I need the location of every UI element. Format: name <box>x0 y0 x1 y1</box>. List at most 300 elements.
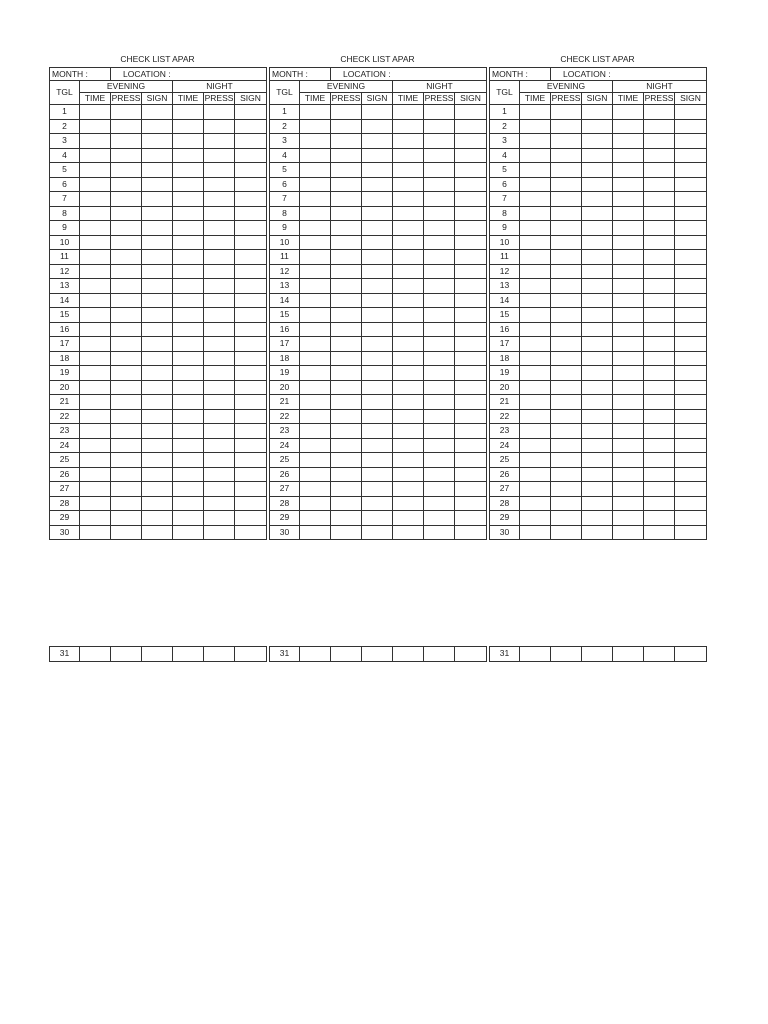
evening-time-cell[interactable] <box>80 366 111 381</box>
night-press-cell[interactable] <box>424 380 455 395</box>
evening-sign-cell[interactable] <box>142 351 173 366</box>
evening-press-cell[interactable] <box>551 453 582 468</box>
night-press-cell[interactable] <box>424 525 455 540</box>
night-sign-cell[interactable] <box>675 496 707 511</box>
evening-time-cell[interactable] <box>300 206 331 221</box>
night-time-cell[interactable] <box>393 250 424 265</box>
night-time-cell[interactable] <box>173 409 204 424</box>
evening-press-cell[interactable] <box>111 250 142 265</box>
evening-time-cell[interactable] <box>300 482 331 497</box>
night-sign-cell[interactable] <box>675 337 707 352</box>
night-time-cell[interactable] <box>613 264 644 279</box>
evening-time-cell[interactable] <box>80 105 111 120</box>
evening-press-cell[interactable] <box>111 467 142 482</box>
night-time-cell[interactable] <box>393 163 424 178</box>
night-time-cell[interactable] <box>393 511 424 526</box>
evening-sign-cell[interactable] <box>142 134 173 149</box>
evening-sign-cell[interactable] <box>362 337 393 352</box>
night-press-cell[interactable] <box>204 163 235 178</box>
night-sign-cell[interactable] <box>235 163 267 178</box>
night-time-cell[interactable] <box>613 293 644 308</box>
evening-press-cell[interactable] <box>111 119 142 134</box>
night-sign-cell[interactable] <box>235 322 267 337</box>
evening-sign-cell[interactable] <box>582 322 613 337</box>
night-time-cell[interactable] <box>393 525 424 540</box>
evening-press-cell[interactable] <box>331 308 362 323</box>
night-time-cell[interactable] <box>173 279 204 294</box>
evening-time-cell[interactable] <box>520 250 551 265</box>
evening-time-cell[interactable] <box>80 337 111 352</box>
night-press-cell[interactable] <box>424 119 455 134</box>
evening-sign-cell[interactable] <box>582 192 613 207</box>
night-press-cell[interactable] <box>204 308 235 323</box>
evening-press-cell[interactable] <box>551 525 582 540</box>
evening-sign-cell[interactable] <box>362 438 393 453</box>
evening-sign-cell[interactable] <box>142 525 173 540</box>
night-press-cell[interactable] <box>424 177 455 192</box>
night-sign-cell[interactable] <box>235 337 267 352</box>
night-time-cell[interactable] <box>613 467 644 482</box>
evening-time-cell[interactable] <box>300 177 331 192</box>
evening-press-cell[interactable] <box>551 235 582 250</box>
night-press-cell[interactable] <box>424 250 455 265</box>
night-press-cell[interactable] <box>424 395 455 410</box>
night-sign-cell[interactable] <box>675 221 707 236</box>
evening-press-cell[interactable] <box>331 424 362 439</box>
evening-sign-cell[interactable] <box>142 647 173 662</box>
night-time-cell[interactable] <box>393 264 424 279</box>
night-press-cell[interactable] <box>204 250 235 265</box>
night-time-cell[interactable] <box>393 366 424 381</box>
night-time-cell[interactable] <box>613 337 644 352</box>
night-sign-cell[interactable] <box>455 192 487 207</box>
evening-press-cell[interactable] <box>111 293 142 308</box>
evening-press-cell[interactable] <box>551 337 582 352</box>
night-sign-cell[interactable] <box>675 119 707 134</box>
night-time-cell[interactable] <box>613 511 644 526</box>
evening-press-cell[interactable] <box>331 511 362 526</box>
night-press-cell[interactable] <box>644 467 675 482</box>
evening-press-cell[interactable] <box>111 482 142 497</box>
night-press-cell[interactable] <box>204 525 235 540</box>
night-time-cell[interactable] <box>173 453 204 468</box>
night-sign-cell[interactable] <box>455 395 487 410</box>
evening-time-cell[interactable] <box>520 409 551 424</box>
night-time-cell[interactable] <box>173 235 204 250</box>
night-sign-cell[interactable] <box>455 467 487 482</box>
night-press-cell[interactable] <box>644 496 675 511</box>
evening-press-cell[interactable] <box>111 192 142 207</box>
night-time-cell[interactable] <box>393 134 424 149</box>
night-sign-cell[interactable] <box>675 177 707 192</box>
evening-press-cell[interactable] <box>111 105 142 120</box>
evening-time-cell[interactable] <box>300 119 331 134</box>
night-time-cell[interactable] <box>613 380 644 395</box>
night-time-cell[interactable] <box>393 337 424 352</box>
night-time-cell[interactable] <box>613 134 644 149</box>
night-sign-cell[interactable] <box>455 438 487 453</box>
evening-sign-cell[interactable] <box>362 467 393 482</box>
night-time-cell[interactable] <box>613 647 644 662</box>
night-time-cell[interactable] <box>613 105 644 120</box>
evening-time-cell[interactable] <box>520 395 551 410</box>
night-time-cell[interactable] <box>173 163 204 178</box>
evening-time-cell[interactable] <box>300 322 331 337</box>
evening-sign-cell[interactable] <box>362 409 393 424</box>
night-press-cell[interactable] <box>204 647 235 662</box>
night-press-cell[interactable] <box>424 424 455 439</box>
evening-sign-cell[interactable] <box>362 496 393 511</box>
evening-press-cell[interactable] <box>111 380 142 395</box>
evening-time-cell[interactable] <box>520 525 551 540</box>
night-press-cell[interactable] <box>204 467 235 482</box>
evening-sign-cell[interactable] <box>142 221 173 236</box>
night-sign-cell[interactable] <box>675 322 707 337</box>
night-sign-cell[interactable] <box>235 192 267 207</box>
night-time-cell[interactable] <box>393 148 424 163</box>
evening-press-cell[interactable] <box>551 380 582 395</box>
evening-sign-cell[interactable] <box>362 424 393 439</box>
night-time-cell[interactable] <box>613 308 644 323</box>
evening-time-cell[interactable] <box>80 395 111 410</box>
evening-time-cell[interactable] <box>520 337 551 352</box>
night-time-cell[interactable] <box>393 496 424 511</box>
night-time-cell[interactable] <box>173 148 204 163</box>
evening-press-cell[interactable] <box>111 163 142 178</box>
evening-sign-cell[interactable] <box>362 148 393 163</box>
evening-press-cell[interactable] <box>331 119 362 134</box>
night-time-cell[interactable] <box>393 177 424 192</box>
night-sign-cell[interactable] <box>455 148 487 163</box>
night-time-cell[interactable] <box>613 235 644 250</box>
evening-sign-cell[interactable] <box>582 453 613 468</box>
evening-time-cell[interactable] <box>520 322 551 337</box>
evening-time-cell[interactable] <box>300 235 331 250</box>
evening-press-cell[interactable] <box>331 148 362 163</box>
night-time-cell[interactable] <box>393 351 424 366</box>
evening-press-cell[interactable] <box>551 119 582 134</box>
night-sign-cell[interactable] <box>455 308 487 323</box>
night-sign-cell[interactable] <box>455 337 487 352</box>
evening-sign-cell[interactable] <box>362 322 393 337</box>
evening-time-cell[interactable] <box>80 467 111 482</box>
night-press-cell[interactable] <box>644 293 675 308</box>
evening-press-cell[interactable] <box>551 395 582 410</box>
evening-time-cell[interactable] <box>300 409 331 424</box>
night-press-cell[interactable] <box>644 380 675 395</box>
evening-sign-cell[interactable] <box>362 192 393 207</box>
night-press-cell[interactable] <box>204 482 235 497</box>
night-time-cell[interactable] <box>173 134 204 149</box>
evening-time-cell[interactable] <box>80 453 111 468</box>
evening-time-cell[interactable] <box>80 293 111 308</box>
night-time-cell[interactable] <box>173 337 204 352</box>
evening-time-cell[interactable] <box>520 206 551 221</box>
evening-press-cell[interactable] <box>111 366 142 381</box>
night-sign-cell[interactable] <box>675 467 707 482</box>
evening-sign-cell[interactable] <box>362 177 393 192</box>
night-press-cell[interactable] <box>204 264 235 279</box>
night-sign-cell[interactable] <box>235 250 267 265</box>
night-time-cell[interactable] <box>393 293 424 308</box>
evening-sign-cell[interactable] <box>362 206 393 221</box>
evening-time-cell[interactable] <box>300 453 331 468</box>
evening-time-cell[interactable] <box>520 308 551 323</box>
evening-sign-cell[interactable] <box>142 366 173 381</box>
night-time-cell[interactable] <box>393 647 424 662</box>
evening-time-cell[interactable] <box>300 264 331 279</box>
night-time-cell[interactable] <box>173 647 204 662</box>
night-sign-cell[interactable] <box>675 250 707 265</box>
evening-time-cell[interactable] <box>300 279 331 294</box>
evening-sign-cell[interactable] <box>582 250 613 265</box>
night-sign-cell[interactable] <box>235 453 267 468</box>
night-time-cell[interactable] <box>173 221 204 236</box>
night-sign-cell[interactable] <box>455 366 487 381</box>
evening-sign-cell[interactable] <box>582 163 613 178</box>
evening-press-cell[interactable] <box>111 424 142 439</box>
evening-sign-cell[interactable] <box>362 647 393 662</box>
evening-time-cell[interactable] <box>80 409 111 424</box>
night-time-cell[interactable] <box>613 409 644 424</box>
evening-time-cell[interactable] <box>300 438 331 453</box>
night-time-cell[interactable] <box>173 308 204 323</box>
night-sign-cell[interactable] <box>675 395 707 410</box>
evening-time-cell[interactable] <box>520 163 551 178</box>
night-sign-cell[interactable] <box>675 148 707 163</box>
night-sign-cell[interactable] <box>455 206 487 221</box>
evening-sign-cell[interactable] <box>142 206 173 221</box>
evening-time-cell[interactable] <box>520 279 551 294</box>
evening-sign-cell[interactable] <box>362 163 393 178</box>
night-time-cell[interactable] <box>173 206 204 221</box>
evening-press-cell[interactable] <box>331 482 362 497</box>
evening-press-cell[interactable] <box>551 409 582 424</box>
evening-sign-cell[interactable] <box>582 424 613 439</box>
evening-time-cell[interactable] <box>80 438 111 453</box>
night-press-cell[interactable] <box>204 337 235 352</box>
night-sign-cell[interactable] <box>455 221 487 236</box>
night-sign-cell[interactable] <box>675 482 707 497</box>
night-time-cell[interactable] <box>173 351 204 366</box>
night-press-cell[interactable] <box>424 105 455 120</box>
night-press-cell[interactable] <box>644 511 675 526</box>
evening-sign-cell[interactable] <box>142 105 173 120</box>
night-sign-cell[interactable] <box>455 279 487 294</box>
evening-time-cell[interactable] <box>520 438 551 453</box>
evening-press-cell[interactable] <box>331 351 362 366</box>
night-time-cell[interactable] <box>393 279 424 294</box>
night-sign-cell[interactable] <box>675 511 707 526</box>
night-press-cell[interactable] <box>644 250 675 265</box>
night-time-cell[interactable] <box>173 496 204 511</box>
evening-press-cell[interactable] <box>111 206 142 221</box>
evening-sign-cell[interactable] <box>362 351 393 366</box>
evening-press-cell[interactable] <box>551 511 582 526</box>
night-time-cell[interactable] <box>393 322 424 337</box>
evening-sign-cell[interactable] <box>362 395 393 410</box>
evening-sign-cell[interactable] <box>582 438 613 453</box>
night-sign-cell[interactable] <box>455 119 487 134</box>
evening-time-cell[interactable] <box>300 148 331 163</box>
evening-sign-cell[interactable] <box>142 293 173 308</box>
evening-press-cell[interactable] <box>331 647 362 662</box>
night-press-cell[interactable] <box>644 525 675 540</box>
evening-press-cell[interactable] <box>551 424 582 439</box>
evening-sign-cell[interactable] <box>582 148 613 163</box>
night-sign-cell[interactable] <box>675 279 707 294</box>
night-time-cell[interactable] <box>173 264 204 279</box>
evening-time-cell[interactable] <box>300 366 331 381</box>
night-sign-cell[interactable] <box>235 366 267 381</box>
night-sign-cell[interactable] <box>455 351 487 366</box>
evening-press-cell[interactable] <box>551 250 582 265</box>
night-time-cell[interactable] <box>393 221 424 236</box>
evening-press-cell[interactable] <box>111 351 142 366</box>
evening-time-cell[interactable] <box>300 525 331 540</box>
night-sign-cell[interactable] <box>235 293 267 308</box>
night-time-cell[interactable] <box>613 424 644 439</box>
night-sign-cell[interactable] <box>675 192 707 207</box>
evening-time-cell[interactable] <box>80 250 111 265</box>
evening-sign-cell[interactable] <box>582 105 613 120</box>
night-sign-cell[interactable] <box>235 409 267 424</box>
night-time-cell[interactable] <box>393 482 424 497</box>
night-time-cell[interactable] <box>613 221 644 236</box>
night-sign-cell[interactable] <box>455 177 487 192</box>
night-sign-cell[interactable] <box>455 105 487 120</box>
evening-sign-cell[interactable] <box>362 366 393 381</box>
night-press-cell[interactable] <box>204 192 235 207</box>
evening-press-cell[interactable] <box>331 366 362 381</box>
evening-press-cell[interactable] <box>331 192 362 207</box>
evening-sign-cell[interactable] <box>362 525 393 540</box>
evening-time-cell[interactable] <box>80 264 111 279</box>
evening-press-cell[interactable] <box>111 221 142 236</box>
evening-sign-cell[interactable] <box>142 438 173 453</box>
evening-press-cell[interactable] <box>331 279 362 294</box>
night-sign-cell[interactable] <box>675 438 707 453</box>
night-sign-cell[interactable] <box>455 235 487 250</box>
evening-press-cell[interactable] <box>111 409 142 424</box>
evening-sign-cell[interactable] <box>362 279 393 294</box>
night-press-cell[interactable] <box>644 424 675 439</box>
night-time-cell[interactable] <box>613 163 644 178</box>
evening-time-cell[interactable] <box>300 647 331 662</box>
evening-sign-cell[interactable] <box>582 351 613 366</box>
evening-sign-cell[interactable] <box>582 308 613 323</box>
night-sign-cell[interactable] <box>455 380 487 395</box>
evening-time-cell[interactable] <box>80 511 111 526</box>
evening-sign-cell[interactable] <box>142 163 173 178</box>
night-sign-cell[interactable] <box>455 496 487 511</box>
night-press-cell[interactable] <box>644 308 675 323</box>
evening-sign-cell[interactable] <box>362 482 393 497</box>
night-sign-cell[interactable] <box>235 264 267 279</box>
night-time-cell[interactable] <box>173 482 204 497</box>
night-time-cell[interactable] <box>613 525 644 540</box>
evening-sign-cell[interactable] <box>142 337 173 352</box>
night-sign-cell[interactable] <box>455 134 487 149</box>
night-press-cell[interactable] <box>424 293 455 308</box>
evening-sign-cell[interactable] <box>582 380 613 395</box>
night-press-cell[interactable] <box>424 221 455 236</box>
evening-time-cell[interactable] <box>80 496 111 511</box>
night-time-cell[interactable] <box>173 119 204 134</box>
night-press-cell[interactable] <box>644 148 675 163</box>
night-time-cell[interactable] <box>613 438 644 453</box>
night-press-cell[interactable] <box>424 496 455 511</box>
evening-sign-cell[interactable] <box>582 134 613 149</box>
night-time-cell[interactable] <box>613 366 644 381</box>
night-time-cell[interactable] <box>613 395 644 410</box>
night-press-cell[interactable] <box>424 453 455 468</box>
night-press-cell[interactable] <box>644 105 675 120</box>
night-time-cell[interactable] <box>173 293 204 308</box>
night-time-cell[interactable] <box>393 395 424 410</box>
evening-time-cell[interactable] <box>520 235 551 250</box>
evening-time-cell[interactable] <box>80 647 111 662</box>
evening-sign-cell[interactable] <box>582 235 613 250</box>
night-press-cell[interactable] <box>424 148 455 163</box>
evening-sign-cell[interactable] <box>582 395 613 410</box>
evening-sign-cell[interactable] <box>362 293 393 308</box>
evening-sign-cell[interactable] <box>142 192 173 207</box>
night-press-cell[interactable] <box>424 264 455 279</box>
evening-sign-cell[interactable] <box>362 264 393 279</box>
evening-press-cell[interactable] <box>331 221 362 236</box>
evening-press-cell[interactable] <box>111 337 142 352</box>
night-press-cell[interactable] <box>424 511 455 526</box>
night-sign-cell[interactable] <box>455 409 487 424</box>
night-press-cell[interactable] <box>424 235 455 250</box>
night-time-cell[interactable] <box>393 308 424 323</box>
night-press-cell[interactable] <box>644 206 675 221</box>
night-press-cell[interactable] <box>644 438 675 453</box>
evening-time-cell[interactable] <box>520 424 551 439</box>
night-sign-cell[interactable] <box>675 424 707 439</box>
evening-time-cell[interactable] <box>520 496 551 511</box>
night-press-cell[interactable] <box>644 337 675 352</box>
evening-time-cell[interactable] <box>520 221 551 236</box>
night-sign-cell[interactable] <box>455 424 487 439</box>
evening-press-cell[interactable] <box>551 221 582 236</box>
evening-time-cell[interactable] <box>300 308 331 323</box>
evening-time-cell[interactable] <box>520 134 551 149</box>
night-time-cell[interactable] <box>393 424 424 439</box>
night-press-cell[interactable] <box>644 264 675 279</box>
evening-sign-cell[interactable] <box>362 250 393 265</box>
night-sign-cell[interactable] <box>455 647 487 662</box>
night-sign-cell[interactable] <box>455 511 487 526</box>
night-time-cell[interactable] <box>613 177 644 192</box>
night-sign-cell[interactable] <box>235 482 267 497</box>
night-press-cell[interactable] <box>204 351 235 366</box>
evening-time-cell[interactable] <box>80 279 111 294</box>
night-time-cell[interactable] <box>173 395 204 410</box>
evening-time-cell[interactable] <box>80 148 111 163</box>
evening-press-cell[interactable] <box>551 647 582 662</box>
night-sign-cell[interactable] <box>675 525 707 540</box>
night-press-cell[interactable] <box>204 134 235 149</box>
night-press-cell[interactable] <box>204 395 235 410</box>
night-sign-cell[interactable] <box>455 453 487 468</box>
evening-sign-cell[interactable] <box>582 496 613 511</box>
evening-sign-cell[interactable] <box>582 366 613 381</box>
night-time-cell[interactable] <box>173 438 204 453</box>
evening-press-cell[interactable] <box>111 264 142 279</box>
evening-press-cell[interactable] <box>331 409 362 424</box>
